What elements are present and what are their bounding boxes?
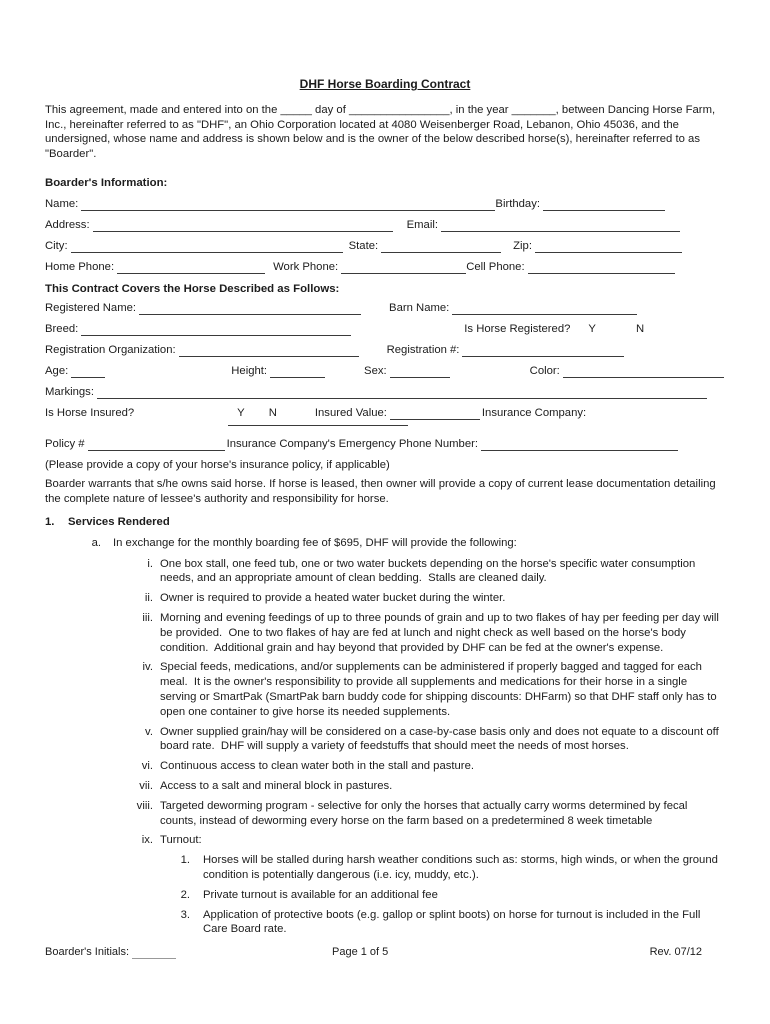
policy-number-blank[interactable] (88, 438, 225, 451)
item-marker: vii. (139, 779, 153, 792)
horse-info-heading: This Contract Covers the Horse Described as Follows: (45, 282, 340, 295)
item-marker: ii. (144, 592, 153, 605)
item-marker: i. (147, 557, 153, 570)
item-text: Application of protective boots (e.g. gallop or splint boots) on horse for turnout is included in the Full Care Board rate. (203, 908, 704, 936)
item-marker: 2. (180, 888, 190, 901)
barn-name-label: Barn Name: (389, 301, 450, 314)
revision-label: Rev. 07/12 (649, 946, 702, 958)
item-text: Private turnout is available for an additional fee (203, 888, 438, 901)
birthday-label: Birthday: (495, 197, 540, 210)
sex-label: Sex: (364, 364, 387, 377)
item-marker: iv. (142, 661, 153, 674)
page-title: DHF Horse Boarding Contract (299, 77, 471, 91)
item-text: Access to a salt and mineral block in pastures. (160, 779, 393, 792)
emergency-phone-label: Insurance Company's Emergency Phone Number: (226, 437, 479, 450)
color-label: Color: (529, 364, 560, 377)
item-text: One box stall, one feed tub, one or two water buckets depending on the horse's specific water consumption needs, and an appropriate amount of clean bedding. Stalls are cleaned daily. (160, 557, 699, 585)
registered-yes-option[interactable]: Y (588, 322, 596, 335)
cell-phone-label: Cell Phone: (466, 260, 525, 273)
city-label: City: (45, 239, 68, 252)
email-label: Email: (406, 218, 438, 231)
item-text: Targeted deworming program - selective for only the horses that actually carry worms determined by fecal counts, instead of deworming every horse on the farm based on a predetermined 8 week timetable (160, 799, 691, 827)
markings-label: Markings: (45, 385, 94, 398)
insurance-company-blank[interactable] (228, 420, 408, 426)
service-item-v (45, 725, 725, 755)
initials-label: Boarder's Initials: (45, 946, 130, 958)
item-text: Owner is required to provide a heated water bucket during the winter. (160, 592, 506, 605)
sex-blank[interactable] (390, 365, 450, 378)
registration-number-label: Registration #: (386, 343, 460, 356)
zip-blank[interactable] (535, 240, 682, 253)
work-phone-label: Work Phone: (273, 260, 339, 273)
service-item-i (45, 557, 725, 587)
city-blank[interactable] (71, 240, 343, 253)
insured-value-blank[interactable] (390, 407, 480, 420)
policy-number-label: Policy # (45, 437, 85, 450)
policy-row (45, 437, 678, 451)
city-state-zip-row (45, 239, 682, 253)
turnout-item-1 (45, 853, 725, 883)
insurance-company-continuation-row (45, 420, 725, 426)
item-marker: v. (145, 725, 153, 738)
birthday-blank[interactable] (543, 198, 665, 211)
initials-blank[interactable] (132, 947, 176, 959)
is-registered-label: Is Horse Registered? (464, 322, 571, 335)
home-phone-blank[interactable] (117, 261, 265, 274)
height-blank[interactable] (270, 365, 325, 378)
item-marker: 3. (180, 908, 190, 921)
service-item-iii (45, 611, 725, 655)
name-label: Name: (45, 197, 79, 210)
registered-name-label: Registered Name: (45, 301, 137, 314)
services-heading: Services Rendered (68, 515, 170, 528)
barn-name-blank[interactable] (452, 302, 637, 315)
zip-label: Zip: (513, 239, 532, 252)
markings-blank[interactable] (97, 386, 707, 399)
turnout-item-3 (45, 908, 725, 938)
insurance-note: (Please provide a copy of your horse's insurance policy, if applicable) (45, 458, 390, 471)
item-marker: viii. (136, 799, 153, 812)
phones-row (45, 260, 675, 274)
insured-no-option[interactable]: N (268, 406, 277, 419)
age-blank[interactable] (71, 365, 105, 378)
item-marker: ix. (141, 834, 153, 847)
item-text: Special feeds, medications, and/or supplements can be administered if properly bagged and tagged for each meal. It is the owner's responsibility to provide all supplements and medications for their horse in a single serving or SmartPak (SmartPak barn buddy code for shipping discounts: DHFarm) so that DHF staff only has to open one container to give horse its needed supplements. (160, 661, 720, 718)
insured-row (45, 406, 725, 420)
services-heading-row (45, 515, 725, 530)
cell-phone-blank[interactable] (528, 261, 675, 274)
turnout-item-2 (45, 888, 725, 903)
registration-row (45, 343, 624, 357)
insured-value-label: Insured Value: (314, 406, 387, 419)
registration-org-label: Registration Organization: (45, 343, 176, 356)
home-phone-label: Home Phone: (45, 260, 115, 273)
age-label: Age: (45, 364, 69, 377)
breed-row (45, 322, 725, 336)
email-blank[interactable] (441, 219, 680, 232)
markings-row (45, 385, 707, 399)
address-row (45, 218, 680, 232)
age-height-sex-color-row (45, 364, 724, 378)
registration-number-blank[interactable] (462, 344, 624, 357)
state-blank[interactable] (381, 240, 501, 253)
item-marker: 1. (180, 854, 190, 867)
services-lead-marker: a. (91, 536, 101, 549)
item-text: Continuous access to clean water both in the stall and pasture. (160, 760, 474, 773)
breed-label: Breed: (45, 322, 79, 335)
work-phone-blank[interactable] (341, 261, 466, 274)
item-text: Morning and evening feedings of up to three pounds of grain and up to two flakes of hay per feeding per day will be provided. One to two flakes of hay are fed at lunch and night check as well based on the horse's body condition. Additional grain and hay beyond that provided by DHF can be fed at the owner's expense. (160, 611, 723, 654)
breed-blank[interactable] (81, 323, 351, 336)
emergency-phone-blank[interactable] (481, 438, 678, 451)
boarder-info-heading: Boarder's Information: (45, 176, 168, 189)
insured-yes-option[interactable]: Y (237, 406, 245, 419)
registration-org-blank[interactable] (179, 344, 359, 357)
footer-initials (45, 946, 176, 959)
height-label: Height: (231, 364, 268, 377)
registered-no-option[interactable]: N (635, 322, 645, 335)
name-row (45, 197, 665, 211)
color-blank[interactable] (563, 365, 724, 378)
item-text: Owner supplied grain/hay will be considered on a case-by-case basis only and does not equate to a discount off board rate. DHF will supply a variety of feedstuffs that should meet the needs of most horses. (160, 725, 722, 753)
address-label: Address: (45, 218, 90, 231)
service-item-ii (45, 591, 725, 606)
item-text: Turnout: (160, 834, 202, 847)
service-item-vi (45, 759, 725, 774)
item-marker: iii. (142, 611, 153, 624)
service-item-vii (45, 779, 725, 794)
address-blank[interactable] (93, 219, 393, 232)
registered-name-blank[interactable] (139, 302, 361, 315)
registered-name-row (45, 301, 637, 315)
warranty-paragraph: Boarder warrants that s/he owns said horse. If horse is leased, then owner will provide a copy of current lease documentation detailing the complete nature of lessee's authority and responsibility for horse. (45, 478, 716, 506)
intro-paragraph: This agreement, made and entered into on the _____ day of ________________, in the year _______, between Dancing Horse Farm, Inc., hereinafter referred to as "DHF", an Ohio Corporation located at 4080 Weisenberger Road, Lebanon, Ohio 45036, and the undersigned, whose name and address is shown below and is the owner of the below described horse(s), hereinafter referred to as "Boarder". (45, 103, 716, 161)
item-text: Horses will be stalled during harsh weather conditions such as: storms, high winds, or when the ground condition is potentially dangerous (i.e. icy, muddy, etc.). (203, 854, 722, 881)
services-number: 1. (45, 515, 55, 528)
service-item-iv (45, 660, 725, 719)
insurance-company-label: Insurance Company: (481, 406, 587, 419)
service-item-viii (45, 799, 725, 829)
name-blank[interactable] (81, 198, 495, 211)
page-number: Page 1 of 5 (332, 946, 389, 958)
state-label: State: (348, 239, 379, 252)
services-lead-item (45, 536, 725, 551)
services-lead-text: In exchange for the monthly boarding fee of $695, DHF will provide the following: (113, 536, 517, 549)
is-insured-label: Is Horse Insured? (45, 406, 135, 419)
item-marker: vi. (141, 760, 153, 773)
service-item-ix (45, 833, 725, 848)
